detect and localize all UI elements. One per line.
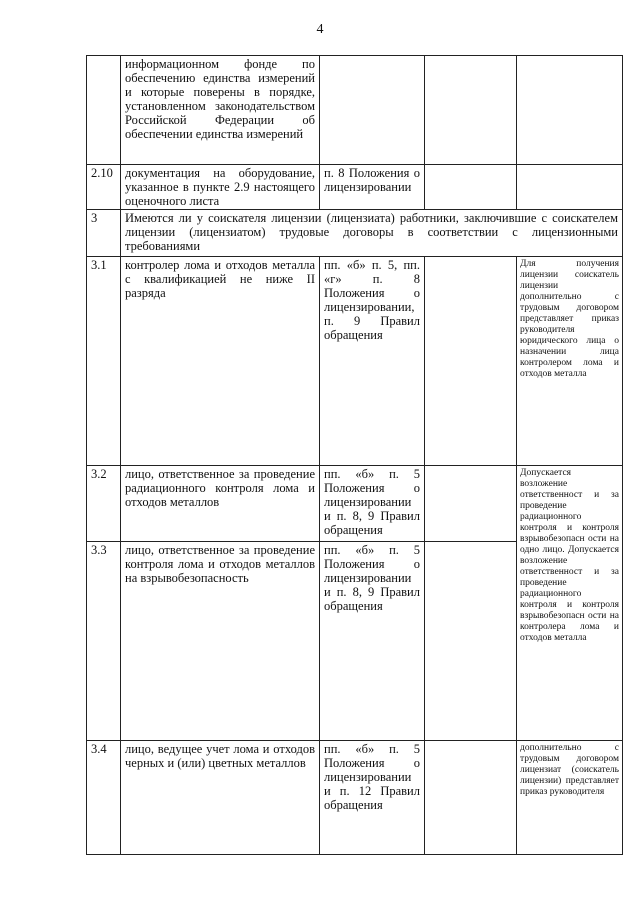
row-number-cell: 3 xyxy=(87,210,121,257)
table-row xyxy=(87,466,623,542)
answer-cell xyxy=(425,56,517,165)
note-cell: дополнительно с трудовым договором лицензиат (соискатель лицензии) представляет приказ руководителя xyxy=(517,741,623,855)
requirement-cell: контролер лома и отходов металла с квалификацией не ниже II разряда xyxy=(121,257,320,466)
reference-cell: пп. «б» п. 5, пп. «г» п. 8 Положения о лицензировании, п. 9 Правил обращения xyxy=(320,257,425,466)
row-number-cell: 3.1 xyxy=(87,257,121,466)
note-cell: Для получения лицензии соискатель лицензии дополнительно с трудовым договором представляет приказ руководителя юридического лица о назначении лица контролером лома и отходов металла xyxy=(517,257,623,466)
table-row xyxy=(87,257,623,466)
table-row xyxy=(87,741,623,855)
section-heading-cell: Имеются ли у соискателя лицензии (лицензиата) работники, заключившие с соискателем лицензии (лицензиатом) трудовые договоры в соответствии с лицензионными требованиями xyxy=(121,210,623,257)
reference-cell: пп. «б» п. 5 Положения о лицензировании и п. 8, 9 Правил обращения xyxy=(320,542,425,741)
reference-cell xyxy=(320,56,425,165)
row-number-cell: 3.4 xyxy=(87,741,121,855)
note-cell xyxy=(517,56,623,165)
table-row xyxy=(87,210,623,257)
answer-cell xyxy=(425,466,517,542)
answer-cell xyxy=(425,165,517,210)
reference-cell: п. 8 Положения о лицензировании xyxy=(320,165,425,210)
reference-cell: пп. «б» п. 5 Положения о лицензировании и п. 8, 9 Правил обращения xyxy=(320,466,425,542)
row-number-cell: 3.3 xyxy=(87,542,121,741)
requirement-cell: информационном фонде по обеспечению единства измерений и которые поверены в порядке, установленном законодательством Российской Федерации об обеспечении единства измерений xyxy=(121,56,320,165)
note-cell xyxy=(517,165,623,210)
row-number-cell xyxy=(87,56,121,165)
table-row xyxy=(87,165,623,210)
table-row xyxy=(87,56,623,165)
answer-cell xyxy=(425,741,517,855)
requirement-cell: лицо, ведущее учет лома и отходов черных и (или) цветных металлов xyxy=(121,741,320,855)
answer-cell xyxy=(425,257,517,466)
row-number-cell: 3.2 xyxy=(87,466,121,542)
requirement-cell: лицо, ответственное за проведение контроля лома и отходов металлов на взрывобезопасность xyxy=(121,542,320,741)
requirement-cell: лицо, ответственное за проведение радиационного контроля лома и отходов металлов xyxy=(121,466,320,542)
note-cell: Допускается возложение ответственност и за проведение радиационного контроля и контроля взрывобезопасн ости на одно лицо. Допускается возложение ответственност и за проведение радиационного контроля и контроля взрывобезопасн ости на контролера лома и отходов металла xyxy=(517,466,623,741)
requirement-cell: документация на оборудование, указанное в пункте 2.9 настоящего оценочного листа xyxy=(121,165,320,210)
answer-cell xyxy=(425,542,517,741)
assessment-table xyxy=(86,55,623,855)
reference-cell: пп. «б» п. 5 Положения о лицензировании и п. 12 Правил обращения xyxy=(320,741,425,855)
row-number-cell: 2.10 xyxy=(87,165,121,210)
page-number: 4 xyxy=(316,22,324,37)
